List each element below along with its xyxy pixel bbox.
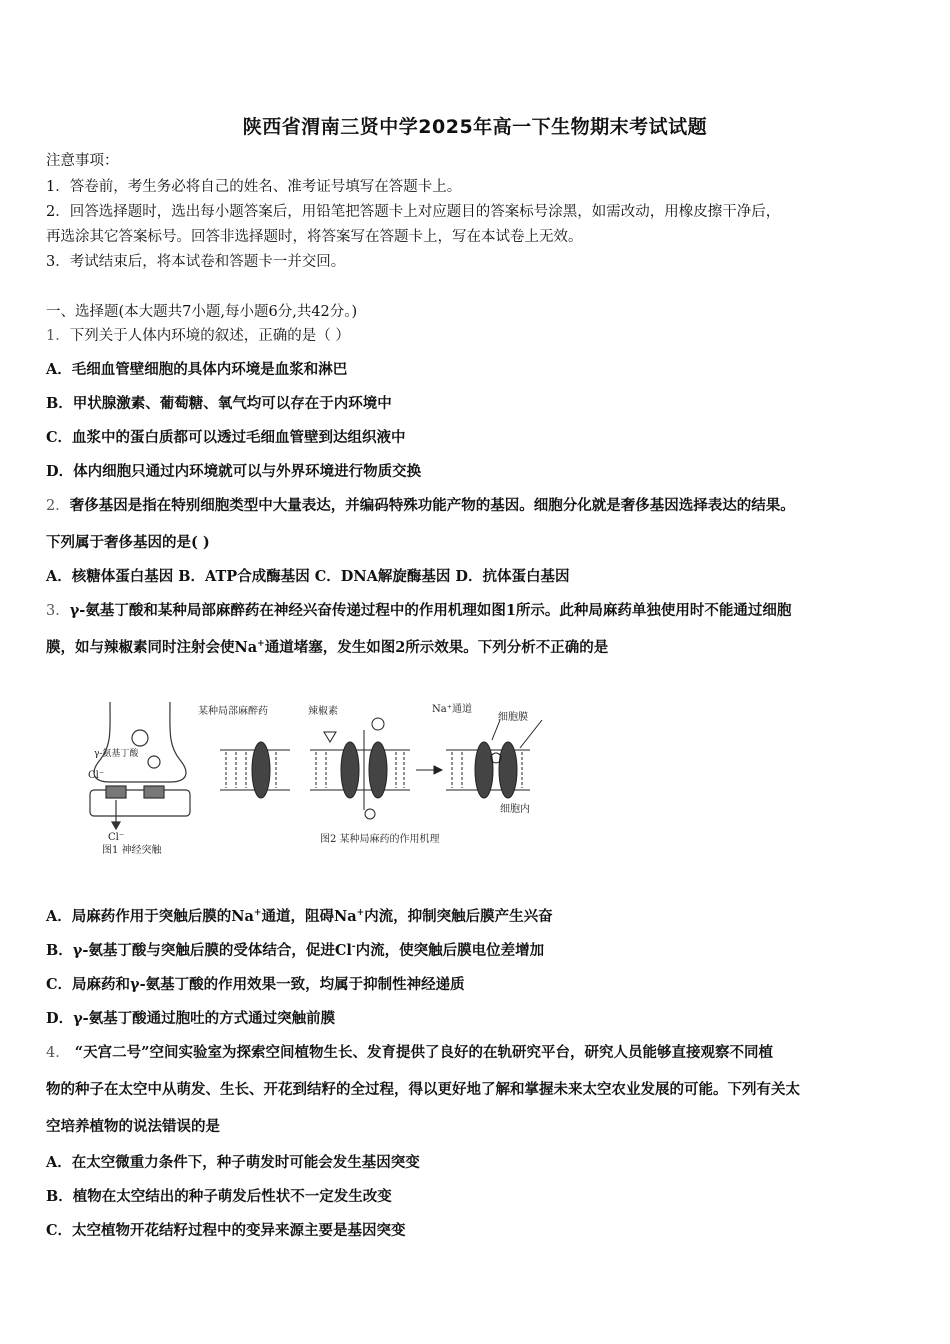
figure-2-membranes [220,718,542,819]
q3-opt-b-part-2: 内流，使突触后膜电位差增加 [355,942,545,959]
question-1-option-a: A．毛细血管壁细胞的具体内环境是血浆和淋巴 [46,361,348,378]
question-3-option-a [46,907,916,927]
question-4-option-a: A．在太空微重力条件下，种子萌发时可能会发生基因突变 [46,1154,420,1171]
membrane-segment [446,720,542,798]
label-capsaicin: 辣椒素 [308,706,338,717]
page-title: 陕西省渭南三贤中学2025年高一下生物期末考试试题 [242,116,708,138]
question-4-stem-1: “天宫二号”空间实验室为探索空间植物生长、发育提供了良好的在轨研究平台，研究人员能够直接观察不同植 [69,1044,773,1061]
question-2-number: 2． [46,498,70,514]
question-2-stem-1: 奢侈基因是指在特别细胞类型中大量表达，并编码特殊功能产物的基因。细胞分化就是奢侈基因选择表达的结果。 [69,497,795,514]
q3-opt-a-part-2: 通道，阻碍Na [261,908,357,925]
question-1-number: 1． [46,328,70,344]
question-4 [46,1043,916,1063]
q3-opt-a-sup-1: + [253,908,262,919]
question-3-option-d: D．γ-氨基丁酸通过胞吐的方式通过突触前膜 [46,1010,336,1027]
figure-1-synapse [90,702,190,829]
question-1-stem: 下列关于人体内环境的叙述，正确的是（ ） [69,328,350,344]
notice-item-2: 2．回答选择题时，选出每小题答案后，用铅笔把答题卡上对应题目的答案标号涂黑，如需改动，用橡皮擦干净后， [46,204,781,220]
membrane-segment [310,718,410,819]
q3-stem2-sup: + [257,639,265,650]
question-2 [46,496,916,516]
presynaptic-terminal [94,702,186,782]
q3-stem2-part-a: 膜，如与辣椒素同时注射会使Na [46,639,258,656]
question-4-stem-2: 物的种子在太空中从萌发、生长、开花到结籽的全过程，得以更好地了解和掌握未来太空农业发展的可能。下列有关太 [46,1081,800,1098]
question-1-option-d: D．体内细胞只通过内环境就可以与外界环境进行物质交换 [46,463,422,480]
figure-svg [80,690,560,860]
q3-opt-a-part-1: A．局麻药作用于突触后膜的Na [46,908,254,925]
question-4-option-b: B．植物在太空结出的种子萌发后性状不一定发生改变 [46,1188,392,1205]
question-3-option-c: C．局麻药和γ-氨基丁酸的作用效果一致，均属于抑制性神经递质 [46,976,465,993]
question-3-stem-2 [46,638,916,658]
question-1 [46,326,916,346]
question-4-stem-3: 空培养植物的说法错误的是 [46,1118,220,1135]
question-1-option-b: B．甲状腺激素、葡萄糖、氧气均可以存在于内环境中 [46,395,392,412]
arrow-right-icon [434,766,442,774]
caption-figure-2: 图2 某种局麻药的作用机理 [320,834,440,845]
question-1-option-c: C．血浆中的蛋白质都可以透过毛细血管壁到达组织液中 [46,429,406,446]
label-cl-2: Cl⁻ [108,832,125,843]
label-local-anesthetic: 某种局部麻醉药 [198,706,268,717]
postsynaptic-membrane [90,790,190,816]
label-cl-1: Cl⁻ [88,770,105,781]
q3-opt-a-part-3: 内流，抑制突触后膜产生兴奋 [364,908,553,925]
notice-item-1: 1．答卷前，考生务必将自己的姓名、准考证号填写在答题卡上。 [46,179,462,195]
question-4-number: 4． [46,1045,70,1061]
question-4-option-c: C．太空植物开花结籽过程中的变异来源主要是基因突变 [46,1222,406,1239]
receptor [106,786,126,798]
q3-opt-b-part-1: B．γ-氨基丁酸与突触后膜的受体结合，促进Cl [46,942,352,959]
q3-stem2-part-b: 通道堵塞，发生如图2所示效果。下列分析不正确的是 [264,639,609,656]
section-heading: 一、选择题(本大题共7小题,每小题6分,共42分。) [46,304,358,320]
notice-heading: 注意事项： [46,153,119,169]
label-na-channel: Na⁺通道 [432,704,472,715]
question-3 [46,601,916,621]
vesicle [132,730,148,746]
notice-item-2-cont: 再选涂其它答案标号。回答非选择题时，将答案写在答题卡上，写在本试卷上无效。 [46,229,583,245]
caption-figure-1: 图1 神经突触 [102,845,162,856]
question-3-option-b [46,941,916,961]
arrow-head-icon [112,822,120,829]
vesicle [148,756,160,768]
q3-opt-b-sup: - [351,942,356,953]
figure-mechanism [80,690,560,860]
q3-opt-a-sup-2: + [356,908,365,919]
membrane-segment [220,742,290,798]
question-3-number: 3． [46,603,70,619]
question-2-stem-2: 下列属于奢侈基因的是( ) [46,534,210,551]
notice-item-3: 3．考试结束后，将本试卷和答题卡一并交回。 [46,254,346,270]
question-2-options: A．核糖体蛋白基因 B．ATP合成酶基因 C．DNA解旋酶基因 D．抗体蛋白基因 [46,568,570,585]
receptor [144,786,164,798]
question-3-stem-1: γ-氨基丁酸和某种局部麻醉药在神经兴奋传递过程中的作用机理如图1所示。此种局麻药单独使用时不能通过细胞 [69,602,792,619]
label-cell-membrane: 细胞膜 [498,712,528,723]
label-cell-inside: 细胞内 [500,804,530,815]
label-gaba: γ-氨基丁酸 [94,749,139,759]
